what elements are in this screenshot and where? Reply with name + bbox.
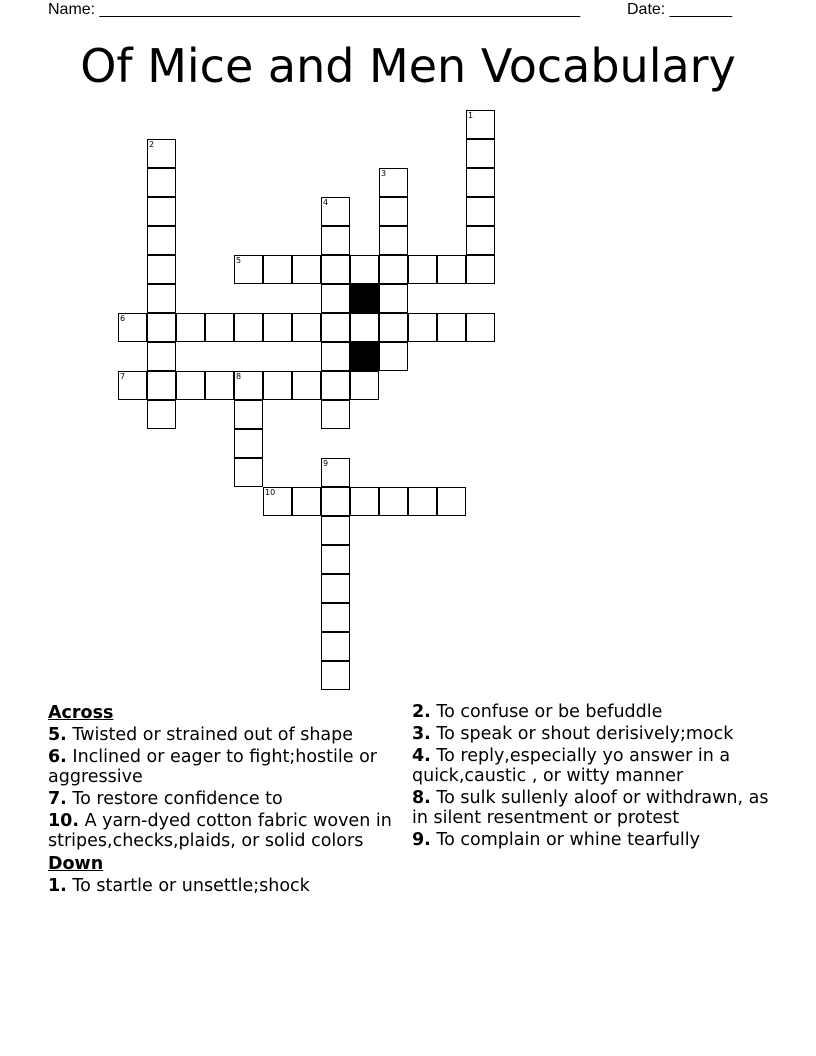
- grid-cell[interactable]: [147, 313, 176, 342]
- clue-number: 10.: [48, 811, 80, 831]
- clue-across-6: [48, 747, 403, 787]
- cell-number: 1: [468, 111, 474, 120]
- grid-cell[interactable]: [321, 371, 350, 400]
- grid-cell[interactable]: [147, 400, 176, 429]
- grid-cell[interactable]: [379, 487, 408, 516]
- grid-cell[interactable]: [466, 110, 495, 139]
- grid-cell[interactable]: [321, 284, 350, 313]
- clue-across-5: [48, 725, 403, 745]
- grid-cell[interactable]: [234, 400, 263, 429]
- grid-cell[interactable]: [292, 255, 321, 284]
- cell-number: 4: [323, 198, 329, 207]
- clue-number: 6.: [48, 747, 67, 767]
- grid-cell[interactable]: [234, 429, 263, 458]
- grid-cell[interactable]: [379, 284, 408, 313]
- cell-number: 10: [265, 488, 276, 497]
- grid-cell[interactable]: [205, 371, 234, 400]
- grid-cell[interactable]: [408, 487, 437, 516]
- cell-number: 2: [149, 140, 155, 149]
- grid-cell[interactable]: [263, 487, 292, 516]
- date-field[interactable]: Date: _______: [627, 1, 732, 18]
- grid-cell[interactable]: [234, 458, 263, 487]
- grid-cell[interactable]: [147, 226, 176, 255]
- grid-cell[interactable]: [379, 255, 408, 284]
- grid-cell[interactable]: [379, 342, 408, 371]
- clue-down-9: [412, 830, 782, 850]
- grid-cell[interactable]: [321, 487, 350, 516]
- grid-cell[interactable]: [321, 313, 350, 342]
- clue-across-7: [48, 789, 403, 809]
- grid-cell[interactable]: [292, 371, 321, 400]
- grid-cell[interactable]: [147, 371, 176, 400]
- clue-down-8: [412, 788, 782, 828]
- cell-number: 5: [236, 256, 242, 265]
- grid-cell[interactable]: [466, 313, 495, 342]
- grid-cell[interactable]: [118, 313, 147, 342]
- cell-number: 7: [120, 372, 126, 381]
- clue-down-3: [412, 724, 782, 744]
- clue-number: 2.: [412, 702, 431, 722]
- grid-cell[interactable]: [321, 226, 350, 255]
- cell-number: 3: [381, 169, 387, 178]
- clue-number: 4.: [412, 746, 431, 766]
- clue-across-10: [48, 811, 403, 851]
- grid-cell[interactable]: [234, 313, 263, 342]
- grid-cell[interactable]: [437, 313, 466, 342]
- clue-number: 9.: [412, 830, 431, 850]
- clue-text: To reply,especially yo answer in a quick,caustic , or witty manner: [412, 746, 731, 786]
- clue-text: To confuse or be befuddle: [436, 702, 663, 722]
- grid-cell[interactable]: [350, 255, 379, 284]
- grid-cell[interactable]: [321, 400, 350, 429]
- grid-cell[interactable]: [379, 168, 408, 197]
- grid-cell[interactable]: [321, 516, 350, 545]
- cell-number: 8: [236, 372, 242, 381]
- clue-number: 3.: [412, 724, 431, 744]
- grid-cell[interactable]: [292, 487, 321, 516]
- grid-cell[interactable]: [321, 574, 350, 603]
- grid-cell[interactable]: [321, 197, 350, 226]
- grid-cell[interactable]: [147, 197, 176, 226]
- black-cell: [350, 284, 379, 313]
- clues-right-column: [412, 702, 782, 852]
- grid-cell[interactable]: [205, 313, 234, 342]
- clue-text: To complain or whine tearfully: [436, 830, 701, 850]
- grid-cell[interactable]: [466, 197, 495, 226]
- grid-cell[interactable]: [321, 603, 350, 632]
- clue-down-2: [412, 702, 782, 722]
- grid-cell[interactable]: [437, 255, 466, 284]
- grid-cell[interactable]: [321, 255, 350, 284]
- cell-number: 9: [323, 459, 329, 468]
- grid-cell[interactable]: [379, 226, 408, 255]
- grid-cell[interactable]: [321, 342, 350, 371]
- clue-down-4: [412, 746, 782, 786]
- grid-cell[interactable]: [263, 371, 292, 400]
- clue-text: To speak or shout derisively;mock: [436, 724, 734, 744]
- page-title: Of Mice and Men Vocabulary: [80, 39, 736, 93]
- grid-cell[interactable]: [176, 313, 205, 342]
- clue-down-1: [48, 876, 403, 896]
- grid-cell[interactable]: [263, 255, 292, 284]
- grid-cell[interactable]: [466, 255, 495, 284]
- clue-number: 8.: [412, 788, 431, 808]
- grid-cell[interactable]: [147, 139, 176, 168]
- grid-cell[interactable]: [350, 313, 379, 342]
- grid-cell[interactable]: [321, 545, 350, 574]
- clue-text: To startle or unsettle;shock: [72, 876, 310, 896]
- grid-cell[interactable]: [437, 487, 466, 516]
- grid-cell[interactable]: [234, 255, 263, 284]
- clue-text: To sulk sullenly aloof or withdrawn, as in silent resentment or protest: [412, 788, 769, 828]
- clue-text: Twisted or strained out of shape: [72, 725, 354, 745]
- grid-cell[interactable]: [147, 284, 176, 313]
- clue-number: 5.: [48, 725, 67, 745]
- grid-cell[interactable]: [350, 487, 379, 516]
- clue-text: To restore confidence to: [72, 789, 283, 809]
- clue-text: A yarn-dyed cotton fabric woven in stripes,checks,plaids, or solid colors: [48, 811, 392, 851]
- down-heading: Down: [48, 854, 104, 874]
- grid-cell[interactable]: [263, 313, 292, 342]
- cell-number: 6: [120, 314, 126, 323]
- name-field[interactable]: Name: ______________________________________________________: [48, 1, 581, 18]
- clue-number: 1.: [48, 876, 67, 896]
- grid-cell[interactable]: [466, 226, 495, 255]
- black-cell: [350, 342, 379, 371]
- grid-cell[interactable]: [147, 255, 176, 284]
- grid-cell[interactable]: [321, 661, 350, 690]
- grid-cell[interactable]: [176, 371, 205, 400]
- grid-cell[interactable]: [321, 458, 350, 487]
- grid-cell[interactable]: [379, 197, 408, 226]
- grid-cell[interactable]: [350, 371, 379, 400]
- grid-cell[interactable]: [118, 371, 147, 400]
- grid-cell[interactable]: [234, 371, 263, 400]
- grid-cell[interactable]: [379, 313, 408, 342]
- clue-text: Inclined or eager to fight;hostile or aggressive: [48, 747, 377, 787]
- grid-cell[interactable]: [321, 632, 350, 661]
- grid-cell[interactable]: [408, 255, 437, 284]
- clues-left-column: [48, 702, 403, 898]
- grid-cell[interactable]: [292, 313, 321, 342]
- grid-cell[interactable]: [147, 342, 176, 371]
- across-heading: Across: [48, 703, 114, 723]
- grid-cell[interactable]: [408, 313, 437, 342]
- grid-cell[interactable]: [466, 168, 495, 197]
- clue-number: 7.: [48, 789, 67, 809]
- grid-cell[interactable]: [147, 168, 176, 197]
- grid-cell[interactable]: [466, 139, 495, 168]
